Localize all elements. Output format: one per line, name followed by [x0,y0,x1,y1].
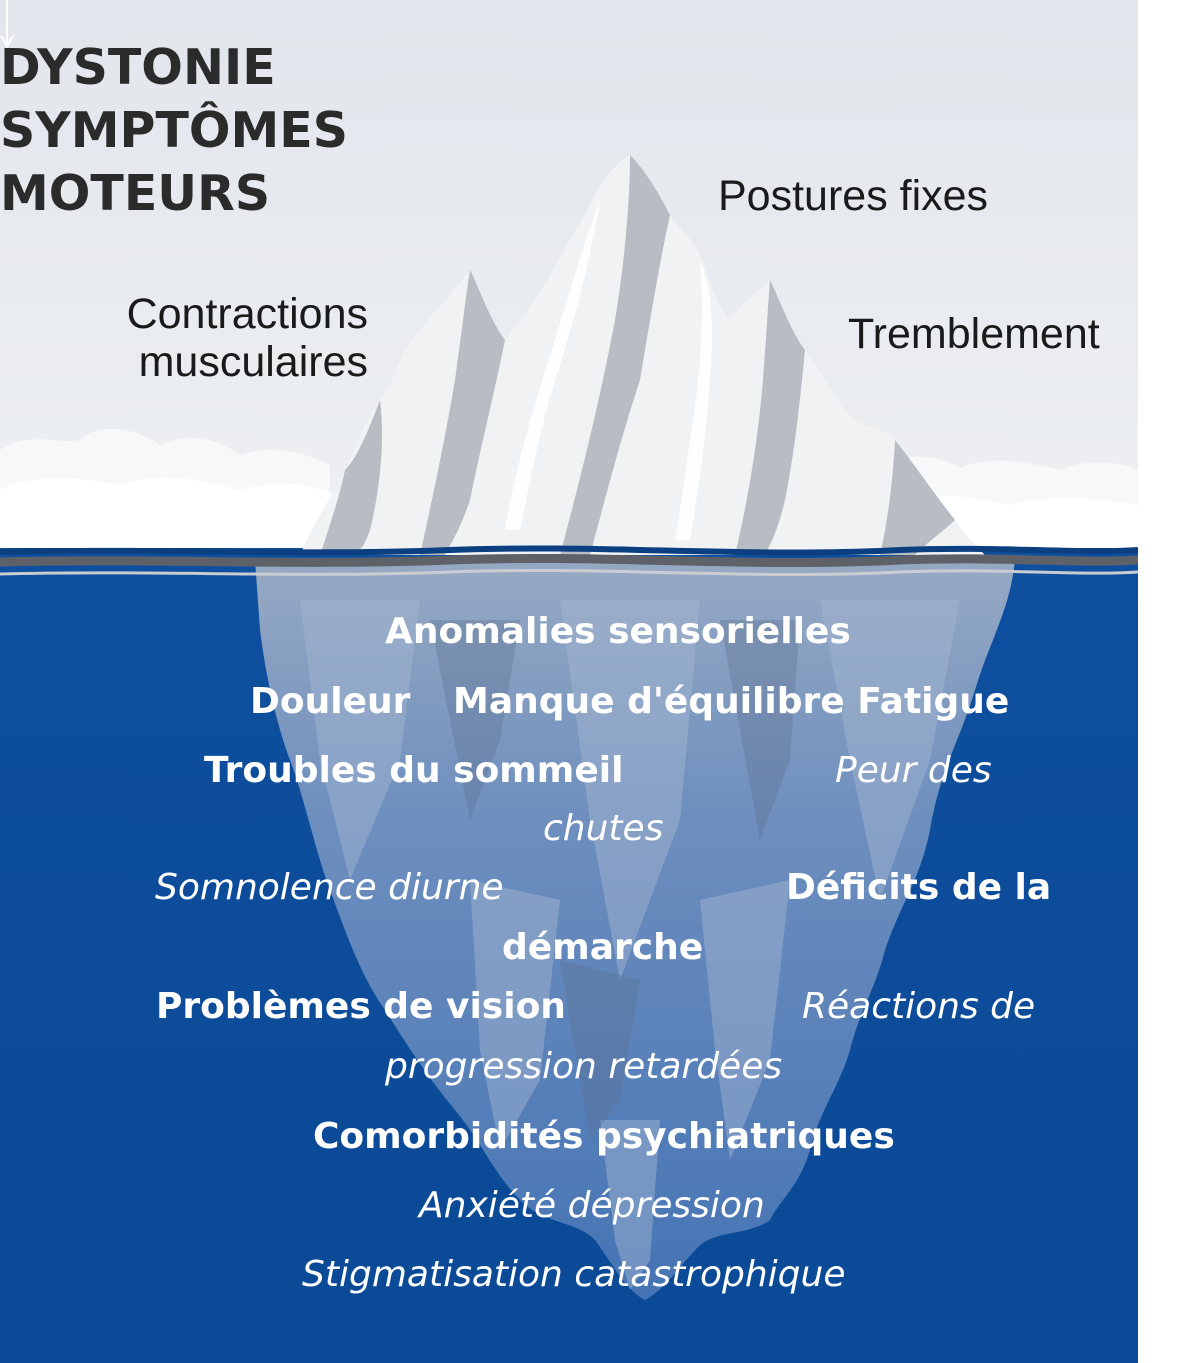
label-peur-chutes-line-2: chutes [543,808,664,849]
label-somnolence-diurne: Somnolence diurne [155,867,504,908]
label-comorbidites: Comorbidités psychiatriques [313,1116,895,1157]
title-line-3: MOTEURS [0,165,271,222]
label-anxiete-depression: Anxiété dépression [419,1185,765,1226]
label-reactions-line-1: Réactions de [802,986,1036,1027]
label-stigmatisation: Stigmatisation catastrophique [302,1254,846,1295]
label-problemes-vision: Problèmes de vision [156,986,566,1027]
down-arrow-icon [0,0,14,48]
label-douleur: Douleur [250,681,411,722]
label-tremblement: Tremblement [848,310,1100,358]
label-postures-fixes: Postures fixes [718,172,989,220]
label-deficits-line-2: démarche [502,927,704,968]
label-equilibre-fatigue: Manque d'équilibre Fatigue [453,681,1010,722]
label-contractions-line-2: musculaires [138,338,368,386]
label-troubles-sommeil: Troubles du sommeil [204,750,624,791]
label-reactions-line-2: progression retardées [385,1046,783,1087]
label-peur-chutes-line-1: Peur des [835,750,992,791]
label-contractions [96,290,368,386]
title-line-1: DYSTONIE [0,39,276,96]
label-deficits-line-1: Déficits de la [786,867,1052,908]
label-anomalies-sensorielles: Anomalies sensorielles [385,611,851,652]
title-line-2: SYMPTÔMES [0,102,349,159]
diagram-title [0,36,348,225]
label-contractions-line-1: Contractions [126,290,368,338]
waterline [0,558,1138,562]
